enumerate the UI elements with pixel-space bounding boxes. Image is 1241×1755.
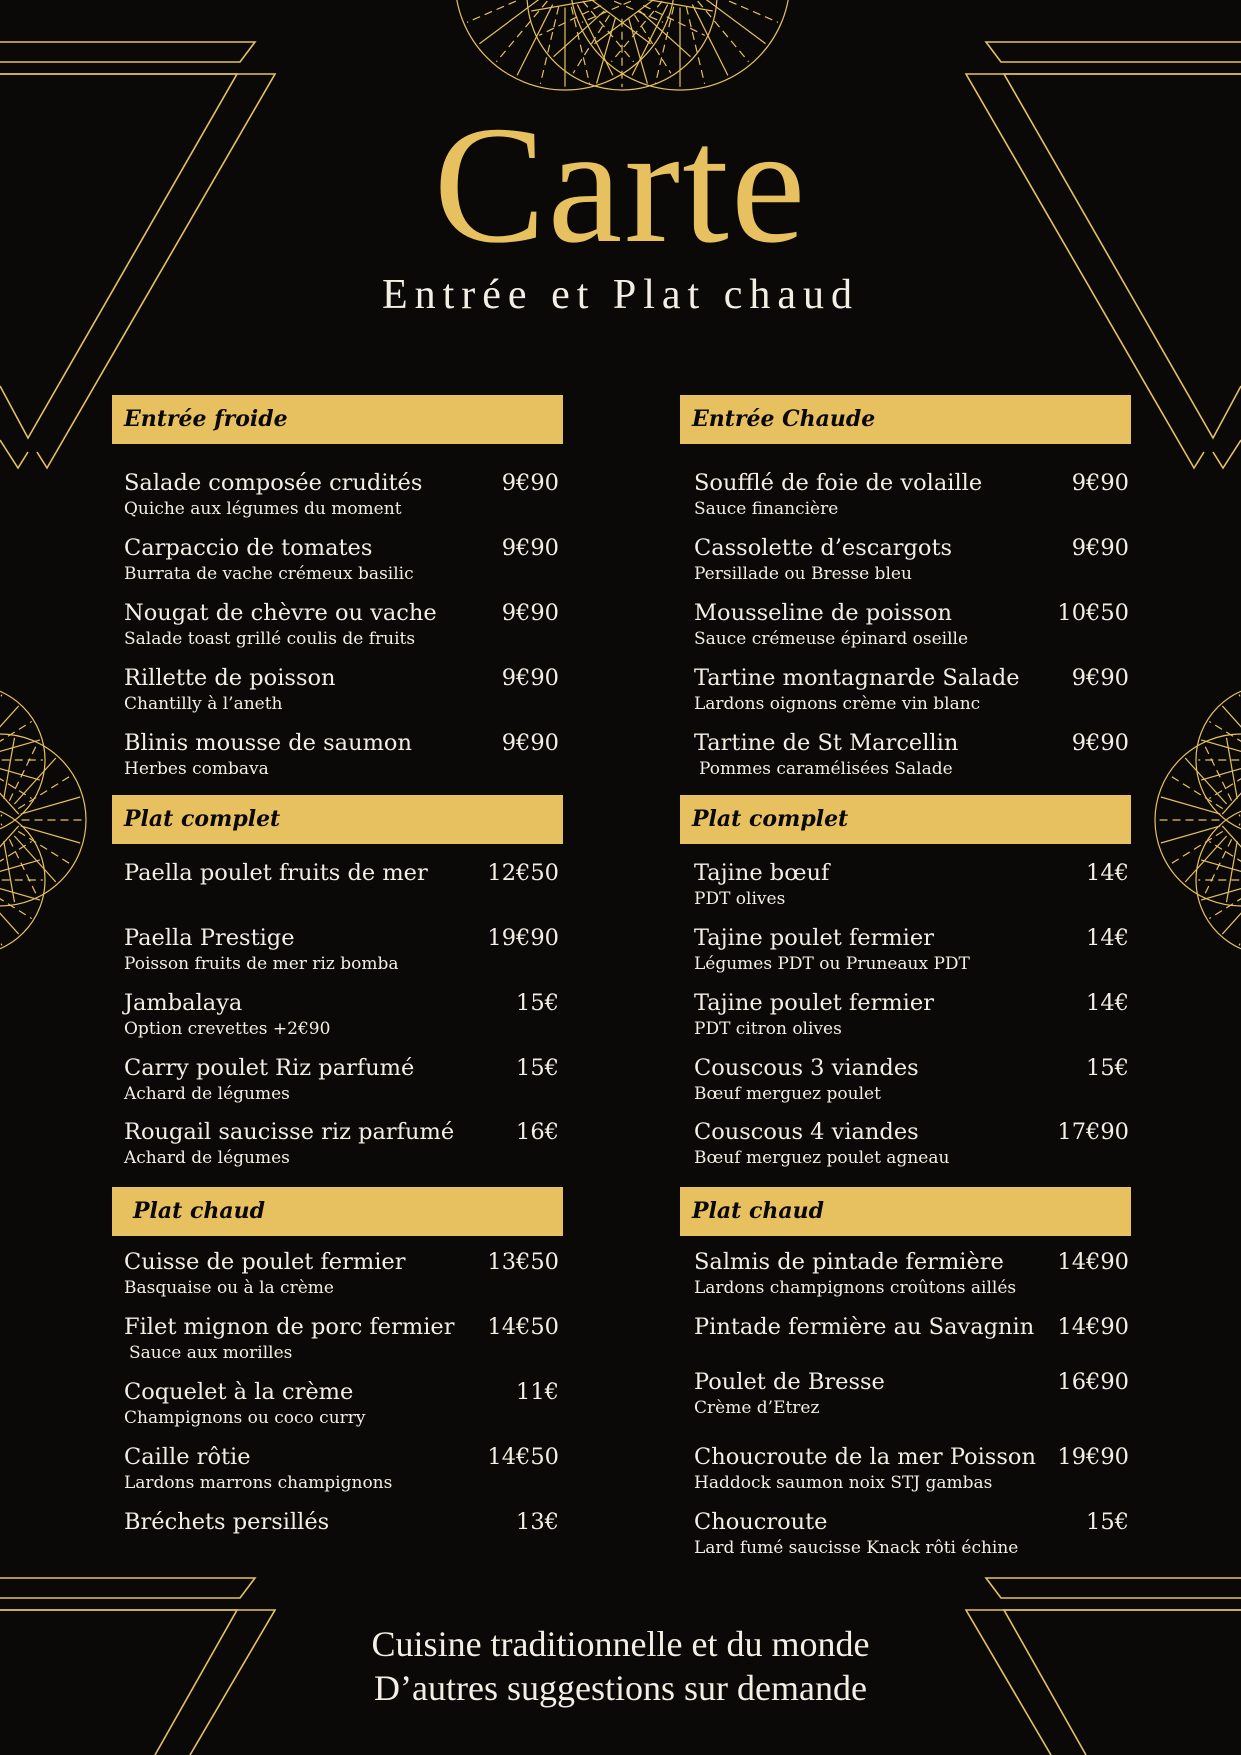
item-price: 13€50 bbox=[487, 1249, 559, 1275]
section-header-plat-chaud: Plat chaud bbox=[112, 1187, 563, 1236]
item-price: 14€50 bbox=[487, 1444, 559, 1470]
item-price: 17€90 bbox=[1057, 1119, 1129, 1145]
item-name: Choucroute de la mer Poisson bbox=[694, 1444, 1036, 1470]
item-name: Cassolette d’escargots bbox=[694, 535, 953, 561]
item-name: Bréchets persillés bbox=[124, 1509, 330, 1535]
item-name: Tartine montagnarde Salade bbox=[694, 665, 1020, 691]
item-description: Haddock saumon noix STJ gambas bbox=[694, 1473, 993, 1493]
footer-line-1: Cuisine traditionnelle et du monde bbox=[371, 1624, 870, 1664]
item-price: 9€90 bbox=[1071, 470, 1129, 496]
section-header-entree-chaude: Entrée Chaude bbox=[680, 395, 1131, 444]
section-header-plat-complet-right: Plat complet bbox=[680, 795, 1131, 844]
section-header-entree-froide: Entrée froide bbox=[112, 395, 563, 444]
item-price: 12€50 bbox=[487, 860, 559, 886]
fan-ornament-right bbox=[1196, 685, 1241, 835]
fan-ornament-left bbox=[0, 805, 45, 955]
item-name: Tajine poulet fermier bbox=[694, 925, 934, 951]
item-price: 19€90 bbox=[487, 925, 559, 951]
item-price: 15€ bbox=[516, 990, 559, 1016]
item-price: 9€90 bbox=[501, 665, 559, 691]
item-name: Couscous 4 viandes bbox=[694, 1119, 919, 1145]
item-name: Nougat de chèvre ou vache bbox=[124, 600, 437, 626]
item-description: Burrata de vache crémeux basilic bbox=[124, 564, 414, 584]
item-description: PDT citron olives bbox=[694, 1019, 842, 1039]
item-price: 9€90 bbox=[501, 730, 559, 756]
item-description: Herbes combava bbox=[124, 759, 269, 779]
item-description: Chantilly à l’aneth bbox=[124, 694, 283, 714]
triangle-ornament-top-left bbox=[0, 42, 255, 62]
item-description: Lardons champignons croûtons aillés bbox=[694, 1278, 1017, 1298]
item-name: Tartine de St Marcellin bbox=[694, 730, 959, 756]
item-name: Rougail saucisse riz parfumé bbox=[124, 1119, 455, 1145]
item-price: 16€ bbox=[516, 1119, 559, 1145]
item-name: Couscous 3 viandes bbox=[694, 1055, 919, 1081]
item-price: 14€ bbox=[1086, 990, 1129, 1016]
item-price: 9€90 bbox=[501, 535, 559, 561]
fan-ornament-right bbox=[1155, 734, 1241, 906]
triangle-ornament-bottom-right bbox=[986, 1578, 1241, 1598]
item-description: Lardons oignons crème vin blanc bbox=[694, 694, 981, 714]
item-description: Persillade ou Bresse bleu bbox=[694, 564, 912, 584]
section-header-plat-complet: Plat complet bbox=[112, 795, 563, 844]
item-price: 14€ bbox=[1086, 860, 1129, 886]
item-description: Sauce aux morilles bbox=[129, 1343, 293, 1363]
item-price: 15€ bbox=[1086, 1055, 1129, 1081]
item-name: Paella poulet fruits de mer bbox=[124, 860, 428, 886]
triangle-ornament-bottom-left bbox=[0, 1578, 255, 1598]
item-name: Carry poulet Riz parfumé bbox=[124, 1055, 415, 1081]
item-description: Achard de légumes bbox=[124, 1084, 290, 1104]
item-price: 14€90 bbox=[1057, 1314, 1129, 1340]
item-name: Mousseline de poisson bbox=[694, 600, 952, 626]
item-name: Salmis de pintade fermière bbox=[694, 1249, 1004, 1275]
item-price: 9€90 bbox=[1071, 535, 1129, 561]
item-price: 10€50 bbox=[1057, 600, 1129, 626]
footer-line-2: D’autres suggestions sur demande bbox=[374, 1668, 867, 1708]
item-name: Coquelet à la crème bbox=[124, 1379, 354, 1405]
item-name: Cuisse de poulet fermier bbox=[124, 1249, 406, 1275]
fan-ornament-left bbox=[0, 734, 86, 906]
fan-ornament-top bbox=[570, 0, 790, 90]
item-price: 9€90 bbox=[501, 470, 559, 496]
item-description: Bœuf merguez poulet agneau bbox=[694, 1148, 950, 1168]
item-description: Option crevettes +2€90 bbox=[124, 1019, 331, 1039]
item-price: 13€ bbox=[516, 1509, 559, 1535]
item-name: Pintade fermière au Savagnin bbox=[694, 1314, 1035, 1340]
item-name: Choucroute bbox=[694, 1509, 828, 1535]
item-price: 14€50 bbox=[487, 1314, 559, 1340]
item-name: Caille rôtie bbox=[124, 1444, 251, 1470]
page-subtitle: Entrée et Plat chaud bbox=[381, 272, 860, 318]
item-description: Salade toast grillé coulis de fruits bbox=[124, 629, 416, 649]
item-description: Poisson fruits de mer riz bomba bbox=[124, 954, 399, 974]
item-description: Achard de légumes bbox=[124, 1148, 290, 1168]
page-title: Carte bbox=[433, 92, 808, 278]
item-description: Quiche aux légumes du moment bbox=[124, 499, 402, 519]
item-description: Lard fumé saucisse Knack rôti échine bbox=[694, 1538, 1019, 1558]
fan-ornament-left bbox=[0, 685, 45, 835]
fan-ornament-right bbox=[1196, 805, 1241, 955]
item-price: 9€90 bbox=[1071, 665, 1129, 691]
item-price: 14€90 bbox=[1057, 1249, 1129, 1275]
item-description: Sauce financière bbox=[694, 499, 839, 519]
item-name: Poulet de Bresse bbox=[694, 1369, 885, 1395]
item-name: Carpaccio de tomates bbox=[124, 535, 373, 561]
item-name: Paella Prestige bbox=[124, 925, 295, 951]
item-description: PDT olives bbox=[694, 889, 786, 909]
item-description: Sauce crémeuse épinard oseille bbox=[694, 629, 969, 649]
item-description: Bœuf merguez poulet bbox=[694, 1084, 881, 1104]
item-name: Filet mignon de porc fermier bbox=[124, 1314, 455, 1340]
item-description: Lardons marrons champignons bbox=[124, 1473, 393, 1493]
item-name: Soufflé de foie de volaille bbox=[694, 470, 983, 496]
item-name: Tajine poulet fermier bbox=[694, 990, 934, 1016]
section-header-plat-chaud-right: Plat chaud bbox=[680, 1187, 1131, 1236]
item-price: 19€90 bbox=[1057, 1444, 1129, 1470]
item-name: Jambalaya bbox=[124, 990, 243, 1016]
item-description: Pommes caramélisées Salade bbox=[699, 759, 953, 779]
item-name: Rillette de poisson bbox=[124, 665, 336, 691]
item-name: Tajine bœuf bbox=[694, 860, 830, 886]
item-description: Crème d’Etrez bbox=[694, 1398, 820, 1418]
item-price: 15€ bbox=[1086, 1509, 1129, 1535]
item-price: 15€ bbox=[516, 1055, 559, 1081]
item-description: Basquaise ou à la crème bbox=[124, 1278, 334, 1298]
item-price: 9€90 bbox=[1071, 730, 1129, 756]
item-price: 14€ bbox=[1086, 925, 1129, 951]
item-description: Légumes PDT ou Pruneaux PDT bbox=[694, 954, 970, 974]
item-price: 16€90 bbox=[1057, 1369, 1129, 1395]
item-name: Blinis mousse de saumon bbox=[124, 730, 412, 756]
item-description: Champignons ou coco curry bbox=[124, 1408, 366, 1428]
item-name: Salade composée crudités bbox=[124, 470, 423, 496]
item-price: 11€ bbox=[516, 1379, 559, 1405]
triangle-ornament-top-right bbox=[986, 42, 1241, 62]
item-price: 9€90 bbox=[501, 600, 559, 626]
